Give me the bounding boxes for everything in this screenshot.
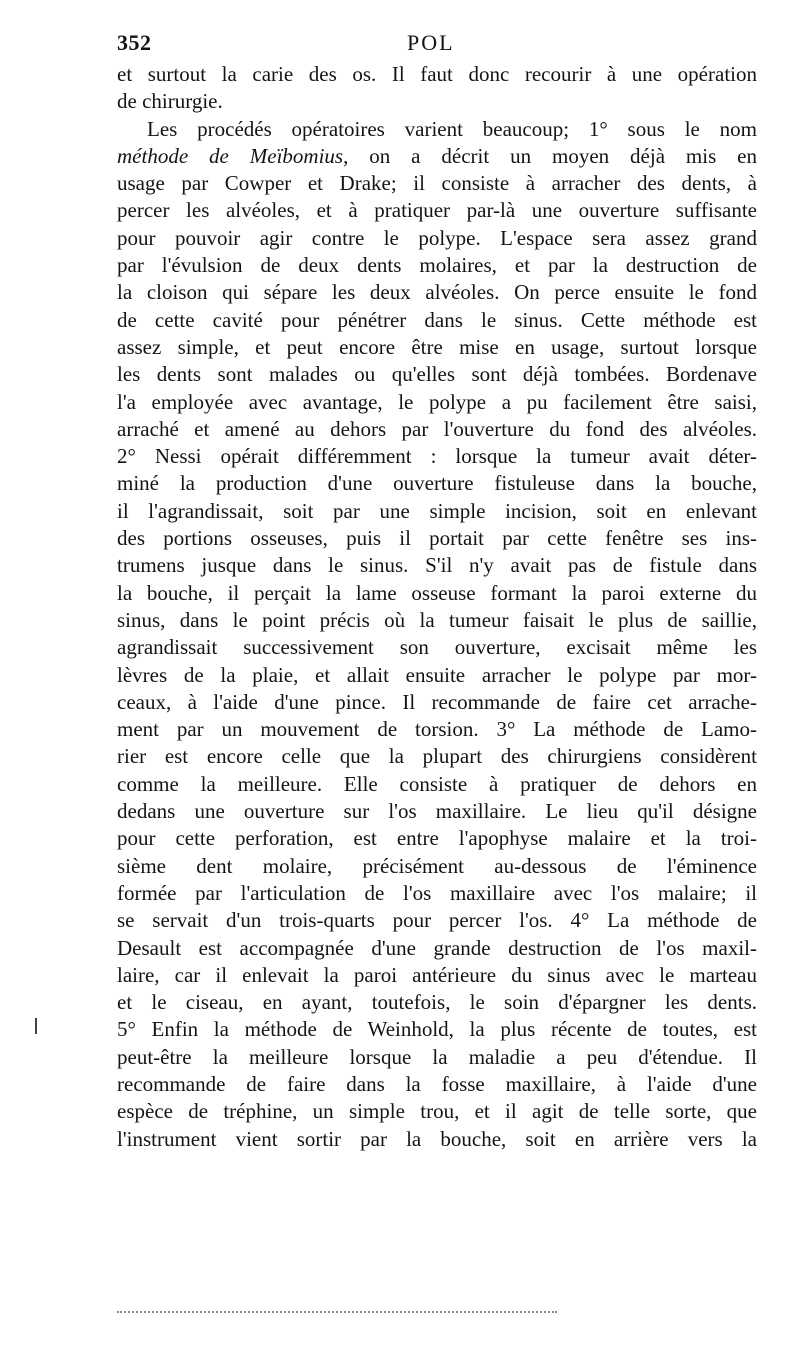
text-line: il l'agrandissait, soit par une simple incision, soit en enlevant — [117, 498, 757, 523]
margin-mark — [35, 1018, 37, 1034]
text-line: méthode de Meïbomius, on a décrit un moyen déjà mis en — [117, 143, 757, 168]
text-line: rier est encore celle que la plupart des chirurgiens considèrent — [117, 744, 757, 769]
text-line: 2° Nessi opérait différemment : lorsque la tumeur avait déter- — [117, 444, 757, 469]
text-line: ment par un mouvement de torsion. 3° La méthode de Lamo- — [117, 717, 757, 742]
text-line: comme la meilleure. Elle consiste à pratiquer de dehors en — [117, 771, 757, 796]
text-line: arraché et amené au dehors par l'ouverture du fond des alvéoles. — [117, 416, 757, 441]
footer-dotted-rule — [117, 1311, 557, 1313]
text-line: la cloison qui sépare les deux alvéoles. On perce ensuite le fond — [117, 280, 757, 305]
text-line: la bouche, il perçait la lame osseuse formant la paroi externe du — [117, 580, 757, 605]
text-line: peut-être la meilleure lorsque la maladie a peu d'étendue. Il — [117, 1044, 757, 1069]
text-line: usage par Cowper et Drake; il consiste à arracher des dents, à — [117, 171, 757, 196]
body-text — [117, 61, 757, 1153]
italic-term: méthode de Meïbomius — [117, 143, 344, 168]
text-line: dedans une ouverture sur l'os maxillaire. Le lieu qu'il désigne — [117, 799, 757, 824]
text-line: sième dent molaire, précisément au-dessous de l'éminence — [117, 853, 757, 878]
text-line: les dents sont malades ou qu'elles sont déjà tombées. Bordenave — [117, 362, 757, 387]
text-line: Les procédés opératoires varient beaucoup; 1° sous le nom — [147, 116, 757, 141]
text-line: percer les alvéoles, et à pratiquer par-là une ouverture suffisante — [117, 198, 757, 223]
text-line: pour cette perforation, est entre l'apophyse malaire et la troi- — [117, 826, 757, 851]
text-line: de cette cavité pour pénétrer dans le sinus. Cette méthode est — [117, 307, 757, 332]
text-line: et le ciseau, en ayant, toutefois, le soin d'épargner les dents. — [117, 990, 757, 1015]
text-line: ceaux, à l'aide d'une pince. Il recommande de faire cet arrache- — [117, 689, 757, 714]
text-line: et surtout la carie des os. Il faut donc recourir à une opération — [117, 62, 757, 86]
text-line: par l'évulsion de deux dents molaires, et par la destruction de — [117, 253, 757, 278]
text-line: assez simple, et peut encore être mise en usage, surtout lorsque — [117, 334, 757, 359]
text-line: recommande de faire dans la fosse maxillaire, à l'aide d'une — [117, 1071, 757, 1096]
text-line: 5° Enfin la méthode de Weinhold, la plus récente de toutes, est — [117, 1017, 757, 1042]
text-line: trumens jusque dans le sinus. S'il n'y avait pas de fistule dans — [117, 553, 757, 578]
text-line: miné la production d'une ouverture fistuleuse dans la bouche, — [117, 471, 757, 496]
text-line: l'instrument vient sortir par la bouche, soit en arrière vers la — [117, 1126, 757, 1151]
text-line: sinus, dans le point précis où la tumeur faisait le plus de saillie, — [117, 607, 757, 632]
text-line: pour pouvoir agir contre le polype. L'espace sera assez grand — [117, 225, 757, 250]
text-line: de chirurgie. — [117, 89, 223, 114]
text-line: espèce de tréphine, un simple trou, et il agit de telle sorte, que — [117, 1099, 757, 1124]
text-line: laire, car il enlevait la paroi antérieure du sinus avec le marteau — [117, 962, 757, 987]
text-line: se servait d'un trois-quarts pour percer l'os. 4° La méthode de — [117, 908, 757, 933]
running-head: POL — [407, 30, 455, 55]
text-line: des portions osseuses, puis il portait par cette fenêtre ses ins- — [117, 526, 757, 551]
text-line: Desault est accompagnée d'une grande destruction de l'os maxil- — [117, 935, 757, 960]
text-line: formée par l'articulation de l'os maxillaire avec l'os malaire; il — [117, 880, 757, 905]
page-number: 352 — [117, 30, 152, 55]
page-header — [117, 30, 757, 64]
text-line: agrandissait successivement son ouverture, excisait même les — [117, 635, 757, 660]
text-line: lèvres de la plaie, et allait ensuite arracher le polype par mor- — [117, 662, 757, 687]
text-line: l'a employée avec avantage, le polype a pu facilement être saisi, — [117, 389, 757, 414]
